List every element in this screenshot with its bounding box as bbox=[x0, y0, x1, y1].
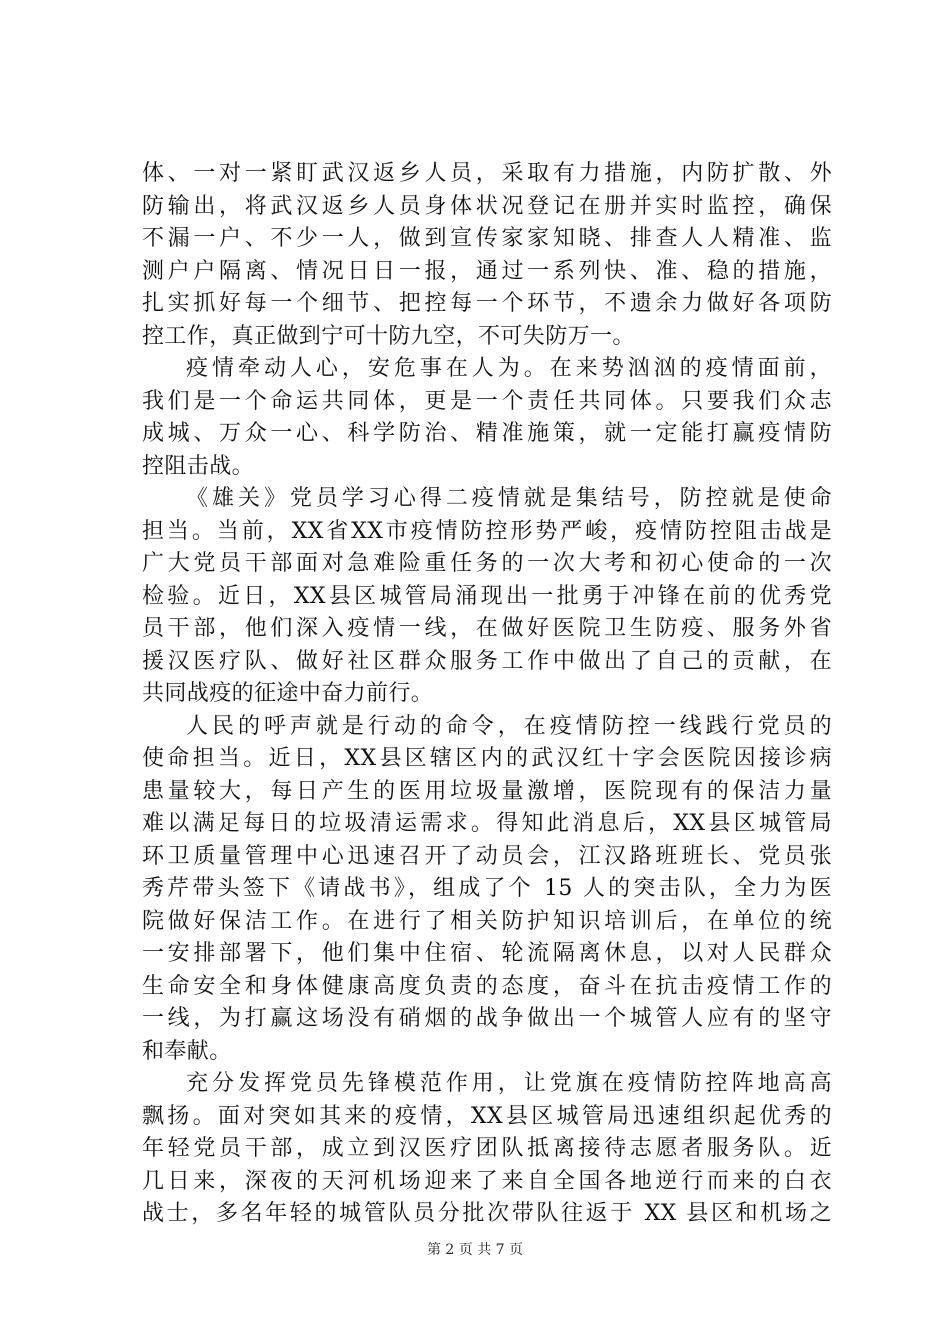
text-line: 防输出，将武汉返乡人员身体状况登记在册并实时监控，确保 bbox=[142, 193, 832, 219]
text-line: 难以满足每日的垃圾清运需求。得知此消息后，XX县区城管局 bbox=[142, 811, 832, 836]
text-line: 《雄关》党员学习心得二疫情就是集结号，防控就是使命 bbox=[186, 486, 832, 511]
text-line: 援汉医疗队、做好社区群众服务工作中做出了自己的贡献，在 bbox=[142, 648, 832, 674]
text-line: 秀芹带头签下《请战书》，组成了个 15 人的突击队，全力为医 bbox=[142, 876, 832, 901]
text-line: 测户户隔离、情况日日一报，通过一系列快、准、稳的措施， bbox=[142, 258, 832, 284]
text-line: 扎实抓好每一个细节、把控每一个环节，不遗余力做好各项防 bbox=[142, 291, 832, 316]
text-line: 担当。当前，XX省XX市疫情防控形势严峻，疫情防控阻击战是 bbox=[142, 518, 832, 544]
text-line: 院做好保洁工作。在进行了相关防护知识培训后，在单位的统 bbox=[142, 908, 832, 934]
text-line: 战士，多名年轻的城管队员分批次带队往返于 XX 县区和机场之 bbox=[142, 1201, 832, 1226]
text-line: 体、一对一紧盯武汉返乡人员，采取有力措施，内防扩散、外 bbox=[142, 161, 832, 186]
text-line: 疫情牵动人心，安危事在人为。在来势汹汹的疫情面前， bbox=[186, 356, 832, 381]
text-line: 生命安全和身体健康高度负责的态度，奋斗在抗击疫情工作的 bbox=[142, 973, 832, 999]
text-line: 人民的呼声就是行动的命令，在疫情防控一线践行党员的 bbox=[186, 713, 832, 739]
text-line: 我们是一个命运共同体，更是一个责任共同体。只要我们众志 bbox=[142, 388, 832, 414]
text-line: 检验。近日，XX县区城管局涌现出一批勇于冲锋在前的优秀党 bbox=[142, 583, 832, 609]
document-body bbox=[142, 158, 832, 1231]
text-line: 一线，为打赢这场没有硝烟的战争做出一个城管人应有的坚守 bbox=[142, 1006, 832, 1031]
text-line: 充分发挥党员先锋模范作用，让党旗在疫情防控阵地高高 bbox=[186, 1071, 832, 1096]
text-line: 和奉献。 bbox=[142, 1038, 232, 1064]
text-line: 控阻击战。 bbox=[142, 453, 255, 479]
text-line: 患量较大，每日产生的医用垃圾量激增，医院现有的保洁力量 bbox=[142, 778, 832, 804]
text-line: 使命担当。近日，XX县区辖区内的武汉红十字会医院因接诊病 bbox=[142, 746, 832, 771]
text-line: 成城、万众一心、科学防治、精准施策，就一定能打赢疫情防 bbox=[142, 421, 832, 446]
text-line: 员干部，他们深入疫情一线，在做好医院卫生防疫、服务外省 bbox=[142, 616, 832, 641]
text-line: 共同战疫的征途中奋力前行。 bbox=[142, 681, 434, 706]
text-line: 广大党员干部面对急难险重任务的一次大考和初心使命的一次 bbox=[142, 551, 832, 576]
page-number-footer: 第 2 页 共 7 页 bbox=[426, 1242, 524, 1258]
text-line: 年轻党员干部，成立到汉医疗团队抵离接待志愿者服务队。近 bbox=[142, 1136, 832, 1161]
text-line: 不漏一户、不少一人，做到宣传家家知晓、排查人人精准、监 bbox=[142, 226, 832, 251]
text-line: 飘扬。面对突如其来的疫情，XX县区城管局迅速组织起优秀的 bbox=[142, 1103, 832, 1129]
text-line: 几日来，深夜的天河机场迎来了来自全国各地逆行而来的白衣 bbox=[142, 1168, 832, 1194]
text-line: 环卫质量管理中心迅速召开了动员会，江汉路班班长、党员张 bbox=[142, 843, 832, 869]
text-line: 一安排部署下，他们集中住宿、轮流隔离休息，以对人民群众 bbox=[142, 941, 832, 966]
text-line: 控工作，真正做到宁可十防九空，不可失防万一。 bbox=[142, 323, 635, 349]
